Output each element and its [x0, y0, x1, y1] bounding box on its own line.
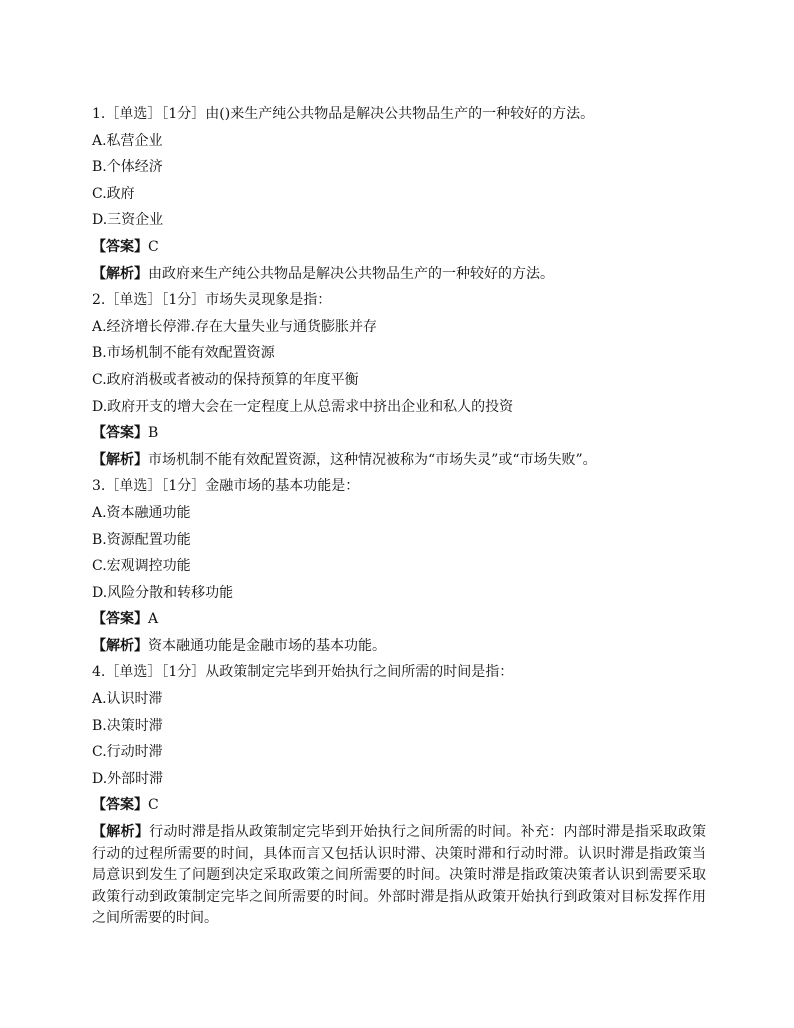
option-b: B.资源配置功能 [92, 531, 191, 548]
option-a: A.私营企业 [92, 132, 163, 149]
answer-line [92, 792, 706, 819]
analysis-text: 市场机制不能有效配置资源，这种情况被称为“市场失灵”或“市场失败”。 [148, 451, 597, 468]
option-c: C.政府 [92, 185, 135, 202]
analysis-label: 【解析】 [92, 824, 150, 841]
question-list [92, 101, 706, 930]
answer-line [92, 420, 706, 447]
option-d: D.政府开支的增大会在一定程度上从总需求中挤出企业和私人的投资 [92, 398, 514, 415]
analysis-text: 行动时滞是指从政策制定完毕到开始执行之间所需的时间。补充：内部时滞是指采取政策行动的过程所需要的时间，具体而言又包括认识时滞、决策时滞和行动时滞。认识时滞是指政策当局意识到发生了问题到决定采取政策之间所需要的时间。决策时滞是指政策决策者认识到需要采取政策行动到政策制定完毕之间所需要的时间。外部时滞是指从政策开始执行到政策对目标发挥作用之间所需要的时间。 [92, 824, 707, 927]
analysis-line [92, 447, 706, 474]
answer-label: 【答案】 [92, 611, 148, 628]
answer-value: C [148, 797, 159, 814]
option-c: C.行动时滞 [92, 744, 163, 761]
option-d: D.外部时滞 [92, 770, 164, 787]
analysis-label: 【解析】 [92, 637, 148, 654]
answer-value: B [148, 425, 159, 442]
question-stem: 3.［单选］［1分］金融市场的基本功能是： [92, 478, 360, 495]
answer-label: 【答案】 [92, 425, 148, 442]
analysis-line [92, 261, 706, 288]
question-stem: 1.［单选］［1分］由()来生产纯公共物品是解决公共物品生产的一种较好的方法。 [92, 106, 595, 122]
analysis-line [92, 633, 706, 660]
option-a: A.认识时滞 [92, 691, 163, 708]
analysis-text: 由政府来生产纯公共物品是解决公共物品生产的一种较好的方法。 [148, 265, 554, 282]
option-a: A.经济增长停滞.存在大量失业与通货膨胀并存 [92, 318, 378, 335]
option-c: C.政府消极或者被动的保持预算的年度平衡 [92, 371, 359, 388]
answer-label: 【答案】 [92, 238, 148, 255]
option-d: D.风险分散和转移功能 [92, 584, 234, 601]
option-a: A.资本融通功能 [92, 504, 191, 521]
analysis-paragraph [92, 819, 706, 930]
answer-value: C [148, 238, 159, 255]
question-stem: 2.［单选］［1分］市场失灵现象是指： [92, 292, 332, 309]
analysis-text: 资本融通功能是金融市场的基本功能。 [148, 637, 386, 654]
answer-label: 【答案】 [92, 797, 148, 814]
option-d: D.三资企业 [92, 212, 164, 229]
option-b: B.个体经济 [92, 159, 163, 176]
question-stem: 4.［单选］［1分］从政策制定完毕到开始执行之间所需的时间是指： [92, 664, 514, 681]
answer-line [92, 234, 706, 261]
option-c: C.宏观调控功能 [92, 558, 191, 575]
analysis-label: 【解析】 [92, 451, 148, 468]
answer-line [92, 606, 706, 633]
analysis-label: 【解析】 [92, 265, 148, 282]
option-b: B.决策时滞 [92, 717, 163, 734]
option-b: B.市场机制不能有效配置资源 [92, 345, 275, 362]
answer-value: A [148, 611, 159, 628]
